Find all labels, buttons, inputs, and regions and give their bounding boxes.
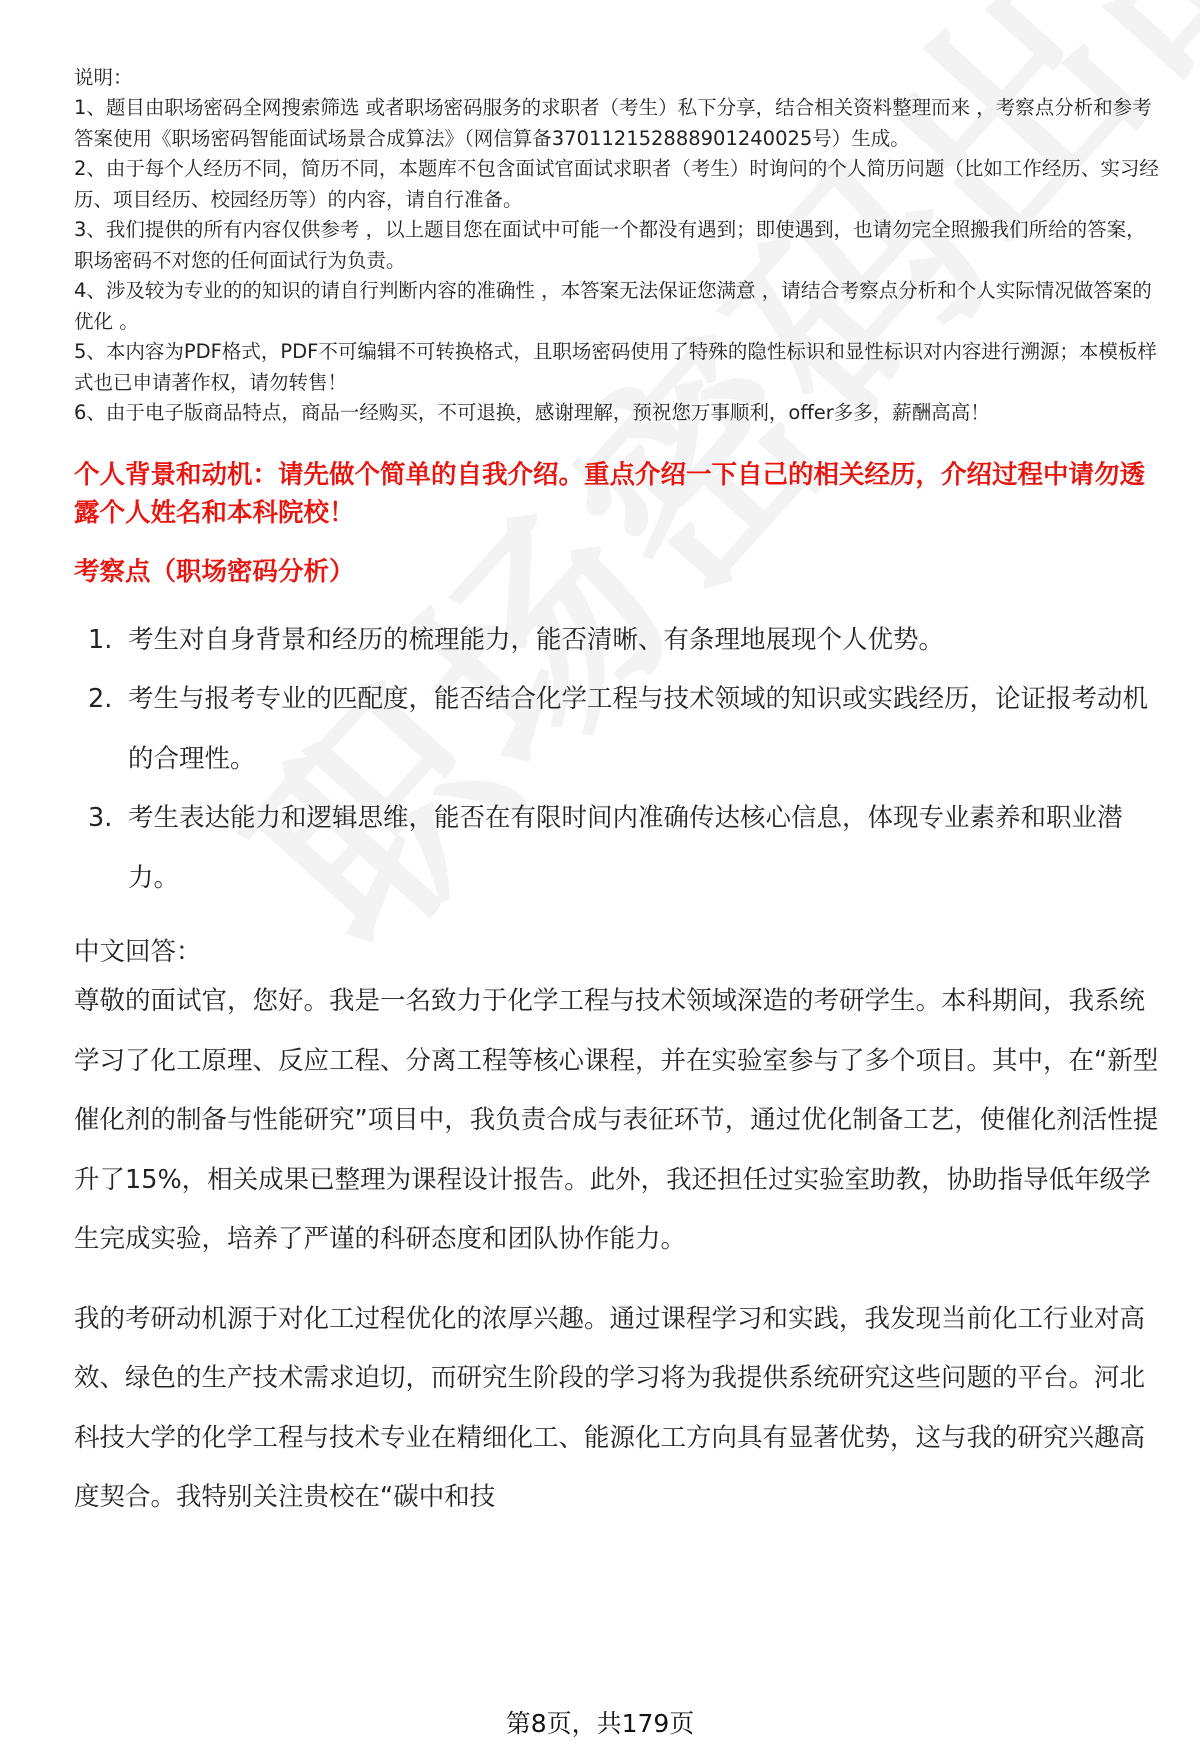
analysis-point	[74, 789, 1160, 908]
page-number-footer: 第8页，共179页	[505, 1709, 695, 1738]
analysis-point	[74, 611, 1160, 671]
point-number: 1.	[88, 624, 113, 655]
note-item: 1、题目由职场密码全网搜索筛选 或者职场密码服务的求职者（考生）私下分享，结合相关资料整理而来 ，考察点分析和参考答案使用《职场密码智能面试场景合成算法》（网信算备370112152888901240025号）生成。	[74, 96, 1152, 150]
analysis-points	[74, 611, 1160, 909]
document-page	[74, 62, 1160, 1528]
notes-title: 说明：	[74, 66, 133, 89]
point-text: 考生表达能力和逻辑思维，能否在有限时间内准确传达核心信息，体现专业素养和职业潜力。	[128, 803, 1123, 893]
question-heading: 个人背景和动机：请先做个简单的自我介绍。重点介绍一下自己的相关经历，介绍过程中请勿透露个人姓名和本科院校！	[74, 459, 1146, 528]
point-number: 3.	[88, 803, 113, 833]
notes-list	[74, 93, 1160, 429]
answer-label: 中文回答：	[74, 937, 202, 967]
answer-paragraph: 尊敬的面试官，您好。我是一名致力于化学工程与技术领域深造的考研学生。本科期间，我系统学习了化工原理、反应工程、分离工程等核心课程，并在实验室参与了多个项目。其中，在“新型催化剂的制备与性能研究”项目中，我负责合成与表征环节，通过优化制备工艺，使催化剂活性提升了15%，相关成果已整理为课程设计报告。此外，我还担任过实验室助教，协助指导低年级学生完成实验，培养了严谨的科研态度和团队协作能力。	[74, 986, 1159, 1254]
note-item: 3、我们提供的所有内容仅供参考 ，以上题目您在面试中可能一个都没有遇到；即使遇到，也请勿完全照搬我们所给的答案，职场密码不对您的任何面试行为负责。	[74, 218, 1146, 272]
analysis-heading: 考察点（职场密码分析）	[74, 556, 355, 587]
point-text: 考生与报考专业的匹配度，能否结合化学工程与技术领域的知识或实践经历，论证报考动机的合理性。	[128, 684, 1149, 774]
analysis-point	[74, 670, 1160, 789]
point-text: 考生对自身背景和经历的梳理能力，能否清晰、有条理地展现个人优势。	[128, 624, 945, 655]
note-item: 4、涉及较为专业的的知识的请自行判断内容的准确性 ，本答案无法保证您满意 ，请结合考察点分析和个人实际情况做答案的优化 。	[74, 279, 1152, 333]
point-number: 2.	[88, 684, 113, 714]
answer-paragraph: 我的考研动机源于对化工过程优化的浓厚兴趣。通过课程学习和实践，我发现当前化工行业对高效、绿色的生产技术需求迫切，而研究生阶段的学习将为我提供系统研究这些问题的平台。河北科技大学的化学工程与技术专业在精细化工、能源化工方向具有显著优势，这与我的研究兴趣高度契合。我特别关注贵校在“碳中和技	[74, 1303, 1146, 1512]
note-item: 5、本内容为PDF格式，PDF不可编辑不可转换格式，且职场密码使用了特殊的隐性标识和显性标识对内容进行溯源；本模板样式也已申请著作权，请勿转售！	[74, 340, 1157, 394]
note-item: 6、由于电子版商品特点，商品一经购买，不可退换，感谢理解，预祝您万事顺利，offer多多，薪酬高高！	[74, 401, 990, 424]
note-item: 2、由于每个人经历不同，简历不同，本题库不包含面试官面试求职者（考生）时询问的个人简历问题（比如工作经历、实习经历、项目经历、校园经历等）的内容，请自行准备。	[74, 157, 1159, 211]
